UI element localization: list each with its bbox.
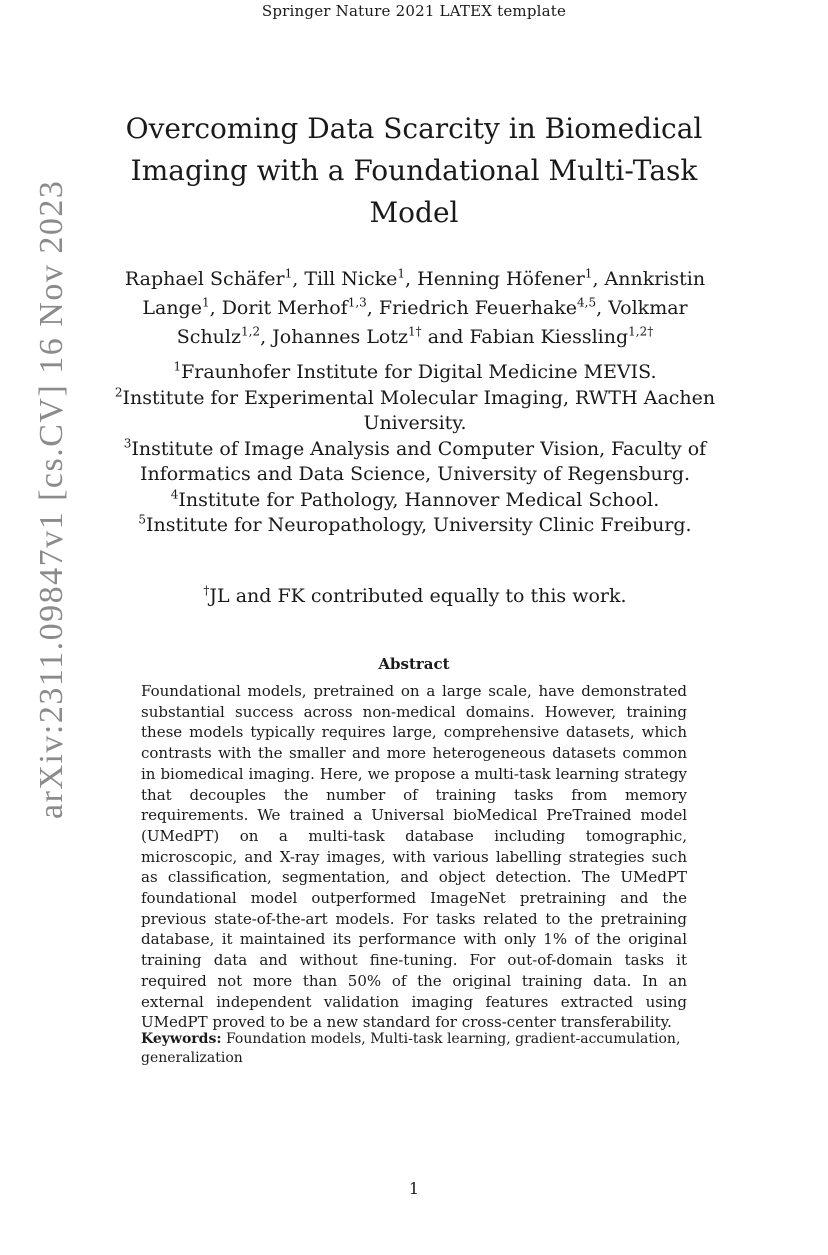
affiliation xyxy=(110,513,720,539)
author-name: Dorit Merhof xyxy=(221,297,348,319)
author-list xyxy=(110,265,720,352)
affiliation-number: 2 xyxy=(114,385,123,400)
running-head: Springer Nature 2021 LATEX template xyxy=(261,2,567,20)
keywords-text: Foundation models, Multi-task learning, gradient-accumulation, generalization xyxy=(141,1031,681,1066)
equal-contribution-text: JL and FK contributed equally to this work. xyxy=(209,585,627,607)
affiliation-number: 1 xyxy=(173,359,182,374)
affiliation xyxy=(110,488,720,514)
page-number: 1 xyxy=(408,1179,420,1198)
keywords xyxy=(141,1030,687,1068)
equal-contribution-note xyxy=(110,585,720,607)
author-affiliation-marker: 1,2 xyxy=(241,324,261,339)
author-affiliation-marker: 1† xyxy=(408,324,422,339)
author-affiliation-marker: 1 xyxy=(397,266,406,281)
author-affiliation-marker: 1 xyxy=(201,295,210,310)
author-name: Friedrich Feuerhake xyxy=(378,297,577,319)
affiliation xyxy=(110,386,720,437)
affiliation-number: 3 xyxy=(123,436,132,451)
author xyxy=(222,297,379,319)
author-affiliation-marker: 1,3 xyxy=(347,295,367,310)
affiliation-number: 4 xyxy=(170,487,179,502)
author xyxy=(304,268,417,290)
affiliation-text: Institute for Neuropathology, University Clinic Freiburg. xyxy=(146,514,692,536)
author-name: Raphael Schäfer xyxy=(124,268,285,290)
affiliation xyxy=(110,360,720,386)
author-separator: , xyxy=(592,268,605,290)
paper-title: Overcoming Data Scarcity in Biomedical Imaging with a Foundational Multi-Task Model xyxy=(125,112,703,229)
author-name: Fabian Kiessling xyxy=(469,326,629,348)
author-separator: , xyxy=(260,326,273,348)
author-affiliation-marker: 1 xyxy=(284,266,293,281)
affiliation-number: 5 xyxy=(138,512,147,527)
affiliation-text: Institute of Image Analysis and Computer Vision, Faculty of Informatics and Data Science, University of Regensburg. xyxy=(131,437,707,485)
author-separator: , xyxy=(405,268,418,290)
author-name: Johannes Lotz xyxy=(272,326,409,348)
abstract-heading: Abstract xyxy=(378,655,450,673)
author-name: Till Nicke xyxy=(304,268,398,290)
affiliation-text: Institute for Experimental Molecular Imaging, RWTH Aachen University. xyxy=(122,386,716,434)
author-separator: , xyxy=(292,268,305,290)
abstract-body: Foundational models, pretrained on a large scale, have demonstrated substantial success across non-medical domains. However, training these models typically requires large, comprehensive datasets, which contrasts with the smaller and more heterogeneous datasets common in biomedical imaging. Here, we propose a multi-task learning strategy that decouples the number of training tasks from memory requirements. We trained a Universal bioMedical PreTrained model (UMedPT) on a multi-task database including tomographic, microscopic, and X-ray images, with various labelling strategies such as classification, segmentation, and object detection. The UMedPT foundational model outperformed ImageNet pretraining and the previous state-of-the-art models. For tasks related to the pretraining database, it maintained its performance with only 1% of the original training data and without fine-tuning. For out-of-domain tasks it required not more than 50% of the original training data. In an external independent validation imaging features extracted using UMedPT proved to be a new standard for cross-center transferability. xyxy=(141,682,687,1032)
author xyxy=(272,326,469,348)
author-separator: and xyxy=(421,326,470,348)
keywords-label: Keywords: xyxy=(141,1031,222,1047)
affiliation-list xyxy=(110,360,720,539)
author-name: Henning Höfener xyxy=(417,268,585,290)
author xyxy=(379,297,608,319)
author-affiliation-marker: 4,5 xyxy=(577,295,597,310)
author-affiliation-marker: 1 xyxy=(584,266,593,281)
author-name: Volkmar Schulz xyxy=(176,297,688,348)
author xyxy=(417,268,604,290)
author xyxy=(125,268,304,290)
arxiv-identifier[interactable]: arXiv:2311.09847v1 [cs.CV] 16 Nov 2023 xyxy=(33,179,70,819)
dagger-mark: † xyxy=(203,583,210,598)
affiliation-text: Fraunhofer Institute for Digital Medicine MEVIS. xyxy=(181,361,657,383)
author xyxy=(469,326,653,348)
author-separator: , xyxy=(209,297,222,319)
author-separator: , xyxy=(596,297,609,319)
affiliation xyxy=(110,437,720,488)
affiliation-text: Institute for Pathology, Hannover Medical School. xyxy=(178,488,660,511)
author-affiliation-marker: 1,2† xyxy=(628,324,654,339)
author-name: Annkristin Lange xyxy=(142,268,706,319)
author-separator: , xyxy=(366,297,379,319)
